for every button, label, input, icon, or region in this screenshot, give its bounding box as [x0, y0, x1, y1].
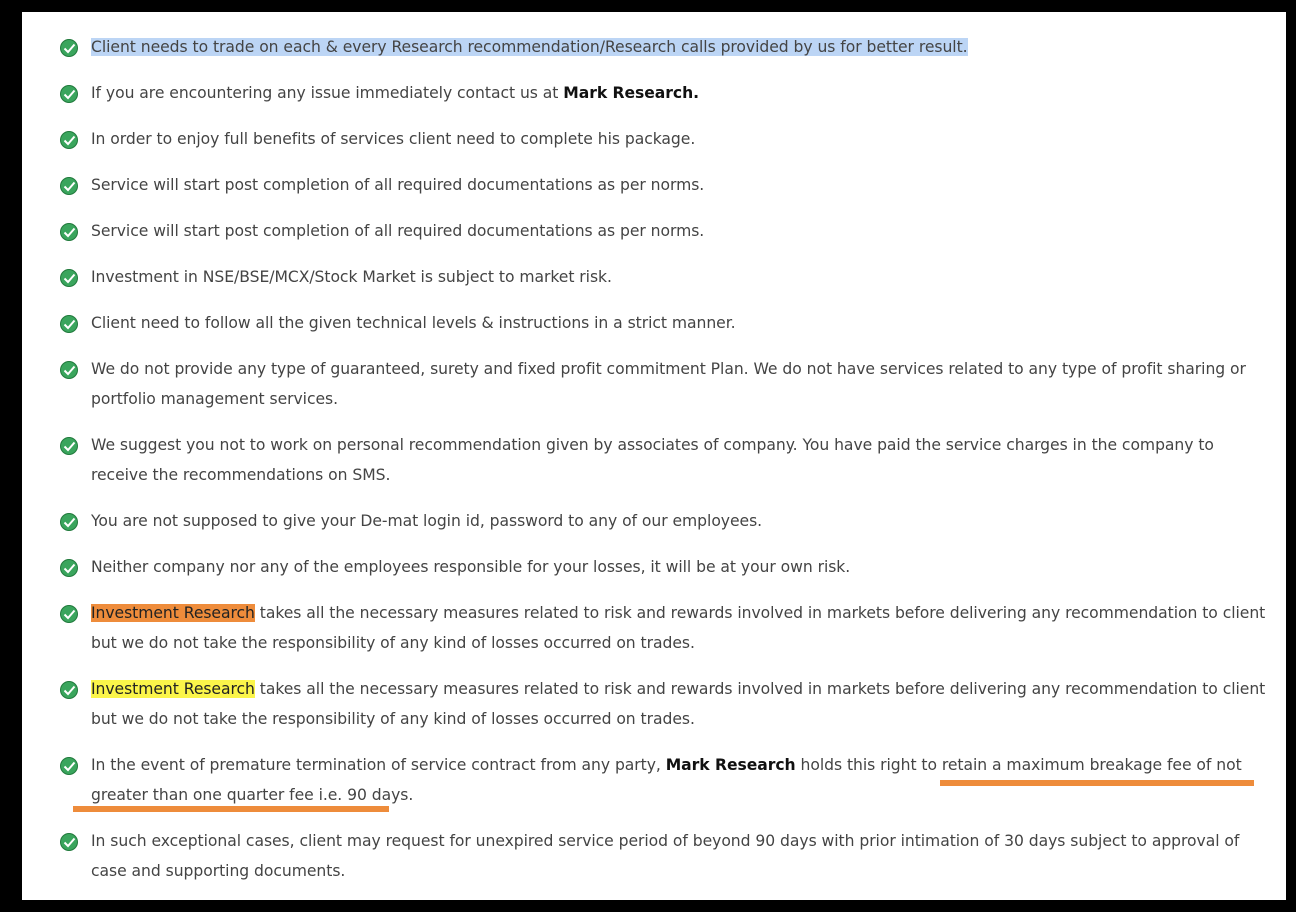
text-segment: In the event of premature termination of service contract from any party,: [91, 756, 666, 774]
list-item-text: [91, 598, 1273, 658]
list-item-text: [91, 32, 1273, 62]
check-circle-icon: [60, 513, 78, 531]
highlight-orange: Investment Research: [91, 604, 255, 622]
list-item-text: Service will start post completion of all required documentations as per norms.: [91, 222, 705, 240]
list-item-text: Neither company nor any of the employees responsible for your losses, it will be at your own risk.: [91, 558, 851, 576]
check-circle-icon: [60, 361, 78, 379]
annotation-underline: [73, 806, 389, 812]
check-circle-icon: [60, 315, 78, 333]
list-item-text: In such exceptional cases, client may request for unexpired service period of beyond 90 days with prior intimation of 30 days subject to approval of case and supporting documents.: [91, 832, 1240, 880]
list-item-text: We do not provide any type of guaranteed, surety and fixed profit commitment Plan. We do not have services related to any type of profit sharing or portfolio management services.: [91, 360, 1246, 408]
list-item-text: Investment in NSE/BSE/MCX/Stock Market is subject to market risk.: [91, 268, 612, 286]
check-circle-icon: [60, 437, 78, 455]
check-circle-icon: [60, 681, 78, 699]
list-item-text: [91, 78, 1273, 108]
list-item-text: In order to enjoy full benefits of services client need to complete his package.: [91, 130, 696, 148]
check-circle-icon: [60, 223, 78, 241]
check-circle-icon: [60, 85, 78, 103]
check-circle-icon: [60, 605, 78, 623]
check-circle-icon: [60, 833, 78, 851]
check-circle-icon: [60, 559, 78, 577]
list-item-text: [91, 674, 1273, 734]
annotation-underline: [940, 780, 1254, 786]
text-segment: takes all the necessary measures related to risk and rewards involved in markets before delivering any recommendation to client but we do not take the responsibility of any kind of losses occurred on trades.: [91, 604, 1266, 652]
check-circle-icon: [60, 177, 78, 195]
check-circle-icon: [60, 39, 78, 57]
list-item-text: You are not supposed to give your De-mat login id, password to any of our employees.: [91, 512, 763, 530]
check-circle-icon: [60, 131, 78, 149]
selected-text: Client needs to trade on each & every Research recommendation/Research calls provided by us for better result.: [91, 38, 968, 56]
list-item-text: Service will start post completion of all required documentations as per norms.: [91, 176, 705, 194]
highlight-yellow: Investment Research: [91, 680, 255, 698]
check-circle-icon: [60, 757, 78, 775]
check-circle-icon: [60, 269, 78, 287]
company-name: Mark Research.: [563, 84, 700, 102]
text-segment: If you are encountering any issue immediately contact us at: [91, 84, 564, 102]
company-name: Mark Research: [665, 756, 796, 774]
list-item-text: Client need to follow all the given technical levels & instructions in a strict manner.: [91, 314, 736, 332]
list-item-text: We suggest you not to work on personal recommendation given by associates of company. You have paid the service charges in the company to receive the recommendations on SMS.: [91, 436, 1214, 484]
terms-document: [22, 12, 1286, 900]
text-segment: takes all the necessary measures related to risk and rewards involved in markets before delivering any recommendation to client but we do not take the responsibility of any kind of losses occurred on trades.: [91, 680, 1266, 728]
text-segment: holds this right to retain a maximum breakage fee of not greater than one quarter fee i.e. 90 days.: [91, 756, 1242, 804]
